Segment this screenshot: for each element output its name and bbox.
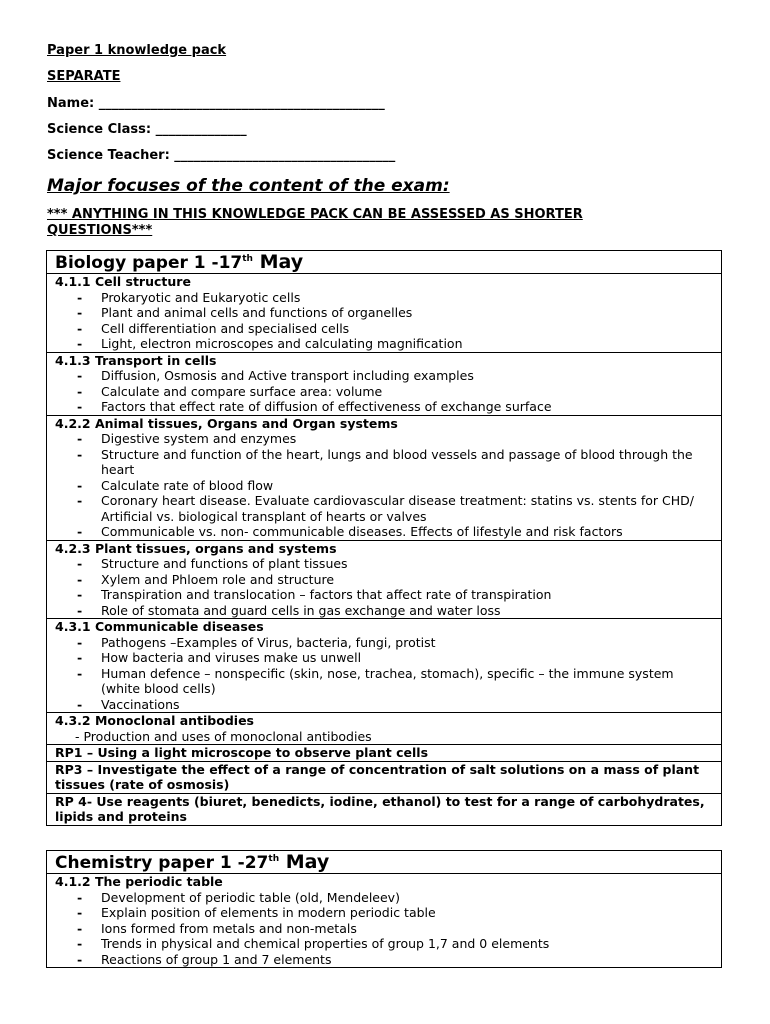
section-heading: 4.3.1 Communicable diseases [55,619,264,634]
section-heading: 4.1.2 The periodic table [55,874,223,889]
list-item: - Human defence – nonspecific (skin, nose, trachea, stomach), specific – the immune system (white blood cells) [77,665,674,696]
list-item: - Vaccinations [77,696,180,712]
list-item: - How bacteria and viruses make us unwell [77,650,362,665]
list-item: - Pathogens –Examples of Virus, bacteria, fungi, protist [77,634,436,650]
chemistry-title: Chemistry paper 1 -27th May [47,851,721,874]
list-item: - Explain position of elements in modern periodic table [77,905,436,920]
list-item: - Development of periodic table (old, Mendeleev) [77,889,400,905]
section-transport-in-cells [47,353,721,416]
list-item: - Diffusion, Osmosis and Active transport including examples [77,368,474,383]
section-heading: 4.3.2 Monoclonal antibodies [55,713,254,728]
list-item: - Communicable vs. non- communicable diseases. Effects of lifestyle and risk factors [77,524,623,539]
list-item: - Calculate and compare surface area: volume [77,383,383,399]
list-item: - Coronary heart disease. Evaluate cardiovascular disease treatment: statins vs. stents for CHD/ Artificial vs. biological transplant of hearts or valves [77,493,694,524]
practical-rp1: RP1 – Using a light microscope to observe plant cells [47,745,721,762]
practical-rp3: RP3 – Investigate the effect of a range of concentration of salt solutions on a mass of plant tissues (rate of osmosis) [47,762,721,794]
practical-rp4: RP 4- Use reagents (biuret, benedicts, iodine, ethanol) to test for a range of carbohydrates, lipids and proteins [55,793,705,824]
list-item: - Plant and animal cells and functions of organelles [77,305,413,320]
section-periodic-table [47,874,721,967]
section-heading: 4.1.1 Cell structure [55,274,191,289]
doc-title: Paper 1 knowledge pack [47,43,227,58]
section-animal-tissues [47,416,721,541]
list-item: - Ions formed from metals and non-metals [77,920,357,936]
major-focus-heading: Major focuses of the content of the exam: [47,176,450,196]
list-item: - Cell differentiation and specialised cells [77,320,350,336]
section-cell-structure [47,274,721,353]
science-class-field: Science Class: ______________ [47,122,247,137]
list-item: - Prokaryotic and Eukaryotic cells [77,289,301,305]
doc-subtitle: SEPARATE [47,69,121,84]
section-heading: 4.2.3 Plant tissues, organs and systems [55,540,337,556]
science-teacher-field: Science Teacher: __________________________________ [47,148,396,163]
name-field: Name: ____________________________________________ [47,96,385,111]
section-heading: 4.1.3 Transport in cells [55,352,217,368]
biology-title: Biology paper 1 -17th May [47,251,721,274]
section-heading: 4.2.2 Animal tissues, Organs and Organ systems [55,415,398,431]
list-item: - Structure and function of the heart, lungs and blood vessels and passage of blood through the heart [77,446,693,477]
assessment-note: *** ANYTHING IN THIS KNOWLEDGE PACK CAN BE ASSESSED AS SHORTER QUESTIONS*** [47,207,583,238]
list-item: - Light, electron microscopes and calculating magnification [77,336,463,351]
list-item: - Production and uses of monoclonal antibodies [75,728,372,744]
list-item: - Xylem and Phloem role and structure [77,571,335,587]
list-item: - Digestive system and enzymes [77,431,297,446]
list-item: - Role of stomata and guard cells in gas exchange and water loss [77,602,501,618]
chemistry-table [46,850,722,968]
list-item: - Factors that effect rate of diffusion of effectiveness of exchange surface [77,399,552,414]
list-item: - Reactions of group 1 and 7 elements [77,951,332,967]
list-item: - Structure and functions of plant tissues [77,556,348,571]
list-item: - Transpiration and translocation – factors that affect rate of transpiration [77,587,552,602]
list-item: - Trends in physical and chemical properties of group 1,7 and 0 elements [77,936,550,951]
section-monoclonal-antibodies [47,713,721,745]
section-plant-tissues [47,541,721,620]
biology-table [46,250,722,826]
section-communicable-diseases [47,619,721,713]
list-item: - Calculate rate of blood flow [77,477,274,493]
